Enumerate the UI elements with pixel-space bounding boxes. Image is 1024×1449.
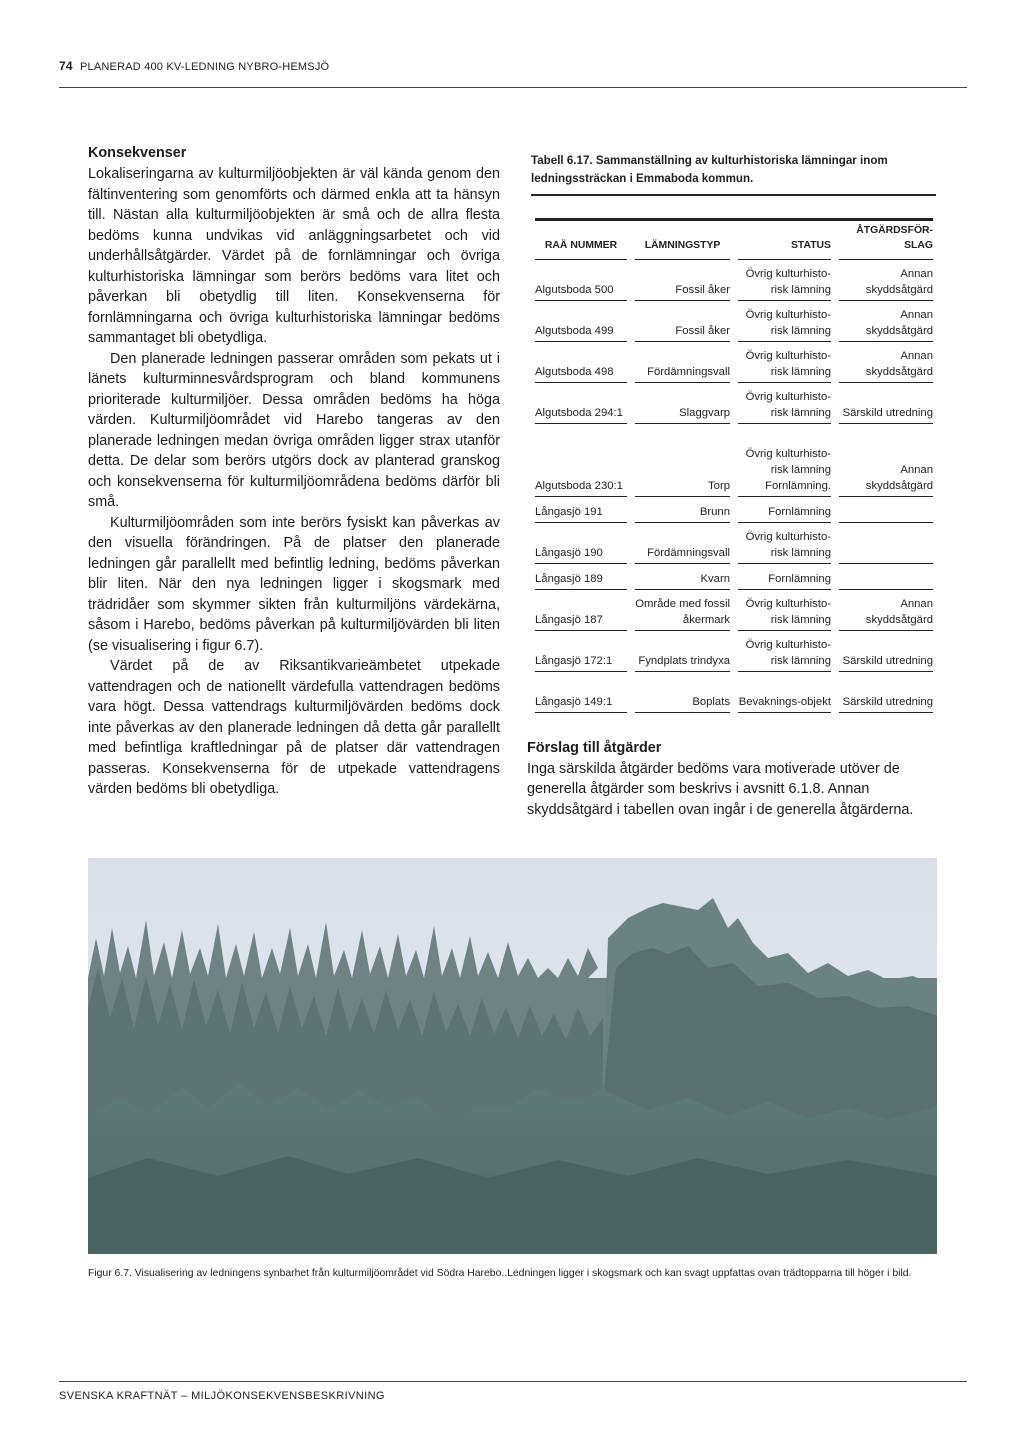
table-row <box>535 590 933 631</box>
table-cell-action <box>839 523 933 564</box>
paragraph: Den planerade ledningen passerar områden som pekats ut i länets kulturminnesvårdsprogram och bland kommunens prioriterade kulturmiljöer. Dessa områden bedöms ha höga värden. Kulturmiljöområdet vid Harebo tangeras av den planerade ledningen medan övriga områden ligger strax utanför detta. De delar som berörs utgörs dock av planterad granskog och konsekvenserna för kulturmiljöområdena bedöms därför bli små. <box>88 350 500 510</box>
table-cell-raa: Långasjö 191 <box>535 497 627 523</box>
table-cell-action: Annan skyddsåtgärd <box>839 301 933 342</box>
table-cell-status: Övrig kulturhisto-risk lämning <box>738 383 831 424</box>
table-cell-type: Fördämningsvall <box>635 523 730 564</box>
table-cell-type: Torp <box>635 424 730 497</box>
table-cell-type: Boplats <box>635 672 730 713</box>
table-cell-action: Annan skyddsåtgärd <box>839 424 933 497</box>
table-row <box>535 301 933 342</box>
table-cell-raa: Långasjö 172:1 <box>535 631 627 672</box>
table-row <box>535 631 933 672</box>
paragraph: Värdet på de av Riksantikvarieämbetet utpekade vattendragen och de nationellt värdefulla vattendragen bedöms vara högt. Dessa vattendrags kulturmiljövärden bedöms dock inte påverkas av den planerade ledningen då detta går parallellt med befintliga kraftledningar på de platser där vattendragen passeras. Konsekvenserna för de utpekade vattendragens värden bedöms bli obetydliga. <box>88 658 500 797</box>
table-row <box>535 523 933 564</box>
column-header: STATUS <box>738 218 831 260</box>
table-cell-raa: Långasjö 190 <box>535 523 627 564</box>
table-cell-raa: Långasjö 189 <box>535 564 627 590</box>
table-row <box>535 672 933 713</box>
table-cell-raa: Långasjö 149:1 <box>535 672 627 713</box>
table-cell-status: Bevaknings-objekt <box>738 672 831 713</box>
running-title: PLANERAD 400 KV-LEDNING NYBRO-HEMSJÖ <box>80 61 330 73</box>
table-header-row <box>535 218 933 260</box>
paragraph: Kulturmiljöområden som inte berörs fysiskt kan påverkas av den visuella förändringen. På de platser den planerade ledningen går parallellt med befintlig ledning, bedöms påverkan blir liten. När den nya ledningen ligger i skogsmark med trädridåer som skymmer sikten från kulturmiljöns värdekärna, såsom i Harebo, bedöms påverkan på kulturmiljövärden bli liten (se visualisering i figur 6.7). <box>88 514 500 654</box>
table-cell-raa: Algutsboda 498 <box>535 342 627 383</box>
column-header: RAÄ NUMMER <box>535 218 627 260</box>
table-cell-action: Annan skyddsåtgärd <box>839 342 933 383</box>
table-row <box>535 497 933 523</box>
table-cell-status: Övrig kulturhisto-risk lämning <box>738 631 831 672</box>
table-cell-status: Övrig kulturhisto-risk lämning <box>738 590 831 631</box>
table-cell-type: Brunn <box>635 497 730 523</box>
table-cell-type: Fossil åker <box>635 301 730 342</box>
table-cell-raa: Algutsboda 500 <box>535 260 627 301</box>
table-cell-status: Fornlämning <box>738 497 831 523</box>
table-row <box>535 342 933 383</box>
table-row <box>535 424 933 497</box>
table-cell-status: Övrig kulturhisto-risk lämning <box>738 342 831 383</box>
table-cell-action: Särskild utredning <box>839 631 933 672</box>
table-cell-type: Fossil åker <box>635 260 730 301</box>
table-cell-raa: Algutsboda 230:1 <box>535 424 627 497</box>
running-header <box>59 59 967 88</box>
forest-visualization-image <box>88 858 937 1254</box>
table-cell-action <box>839 564 933 590</box>
table-cell-action: Särskild utredning <box>839 672 933 713</box>
table-row <box>535 383 933 424</box>
table-cell-type: Fördämningsvall <box>635 342 730 383</box>
table-cell-action: Särskild utredning <box>839 383 933 424</box>
table-row <box>535 260 933 301</box>
table-row <box>535 564 933 590</box>
table-cell-action: Annan skyddsåtgärd <box>839 590 933 631</box>
column-header: LÄMNINGSTYP <box>635 218 730 260</box>
visualization-figure <box>88 858 937 1254</box>
table-cell-status: Övrig kulturhisto-risk lämning <box>738 260 831 301</box>
proposal-heading: Förslag till åtgärder <box>527 740 662 756</box>
proposal-section <box>527 738 937 820</box>
running-footer: SVENSKA KRAFTNÄT – MILJÖKONSEKVENSBESKRIVNING <box>59 1381 967 1402</box>
table-cell-raa: Algutsboda 294:1 <box>535 383 627 424</box>
table-cell-status: Övrig kulturhisto-risk lämning <box>738 523 831 564</box>
table-cell-action: Annan skyddsåtgärd <box>839 260 933 301</box>
column-header: ÅTGÄRDSFÖR-SLAG <box>839 218 933 260</box>
paragraph: Lokaliseringarna av kulturmiljöobjekten är väl kända genom den fältinventering som genomförts och därmed enkla att ta hänsyn till. Nästan alla kulturmiljöobjekten är små och de allra flesta bedöms kunna undvikas vid anläggningsarbetet och vid underhållsåtgärder. Värdet på de fornlämningar och övriga kulturhistoriska lämningar som berörs bedöms vara litet och påverkan bli obetydlig till liten. Konsekvenserna för fornlämningarna och övriga kulturhistoriska lämningar bedöms sammantaget bli obetydliga. <box>88 166 500 346</box>
table-cell-type: Fyndplats trindyxa <box>635 631 730 672</box>
table-cell-type: Kvarn <box>635 564 730 590</box>
table-cell-status: Övrig kulturhisto-risk lämning Fornlämning. <box>738 424 831 497</box>
proposal-text: Inga särskilda åtgärder bedöms vara motiverade utöver de generella åtgärder som beskrivs i avsnitt 6.1.8. Annan skyddsåtgärd i tabellen ovan ingår i de generella åtgärderna. <box>527 760 914 818</box>
table-cell-type: Område med fossil åkermark <box>635 590 730 631</box>
table-caption: Tabell 6.17. Sammanställning av kulturhistoriska lämningar inom ledningssträckan i Emmaboda kommun. <box>531 152 936 196</box>
table-cell-raa: Algutsboda 499 <box>535 301 627 342</box>
table-cell-action <box>839 497 933 523</box>
figure-caption: Figur 6.7. Visualisering av ledningens synbarhet från kulturmiljöområdet vid Södra Harebo..Ledningen ligger i skogsmark och kan svagt uppfattas ovan trädtopparna till höger i bild. <box>88 1268 912 1279</box>
table-cell-type: Slaggvarp <box>635 383 730 424</box>
remains-table <box>535 218 933 713</box>
page-number: 74 <box>59 59 73 73</box>
table-cell-raa: Långasjö 187 <box>535 590 627 631</box>
consequences-section <box>88 143 500 800</box>
consequences-heading: Konsekvenser <box>88 145 187 161</box>
table-cell-status: Övrig kulturhisto-risk lämning <box>738 301 831 342</box>
table-cell-status: Fornlämning <box>738 564 831 590</box>
